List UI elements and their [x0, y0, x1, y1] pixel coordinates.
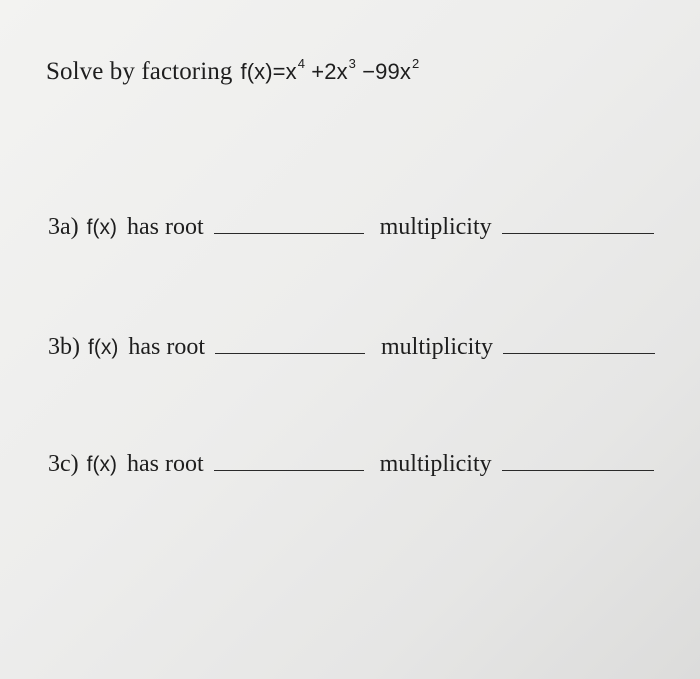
multiplicity-text: multiplicity [379, 214, 492, 240]
multiplicity-text: multiplicity [380, 334, 493, 360]
root-answer-blank[interactable] [214, 232, 364, 234]
function-lhs: f(x) [240, 59, 273, 84]
part-label: 3a) [48, 214, 79, 240]
multiplicity-text: multiplicity [379, 451, 492, 477]
has-root-text: has root [128, 334, 205, 360]
term-x4-base: x [285, 59, 297, 84]
part-label: 3c) [48, 451, 79, 477]
multiplicity-answer-blank[interactable] [503, 352, 655, 354]
term-99x2-exponent: 2 [411, 55, 420, 71]
term-99x2-base: −99x [362, 59, 411, 84]
problem-statement [46, 55, 420, 86]
term-2x3-exponent: 3 [348, 55, 357, 71]
part-function: f(x) [88, 336, 119, 359]
root-answer-blank[interactable] [214, 469, 364, 471]
root-answer-blank[interactable] [215, 352, 365, 354]
part-function: f(x) [86, 453, 117, 476]
has-root-text: has root [126, 451, 204, 477]
part-3c-row [48, 451, 654, 478]
part-3a-row [48, 214, 654, 241]
part-function: f(x) [86, 216, 117, 239]
term-x4-exponent: 4 [297, 55, 306, 71]
part-3b-row [48, 334, 655, 361]
has-root-text: has root [126, 214, 204, 240]
problem-function [240, 55, 420, 84]
problem-prefix: Solve by factoring [46, 58, 233, 85]
equals-sign: = [272, 59, 286, 84]
multiplicity-answer-blank[interactable] [502, 232, 654, 234]
term-2x3-base: +2x [311, 59, 348, 84]
multiplicity-answer-blank[interactable] [502, 469, 654, 471]
part-label: 3b) [48, 334, 80, 360]
